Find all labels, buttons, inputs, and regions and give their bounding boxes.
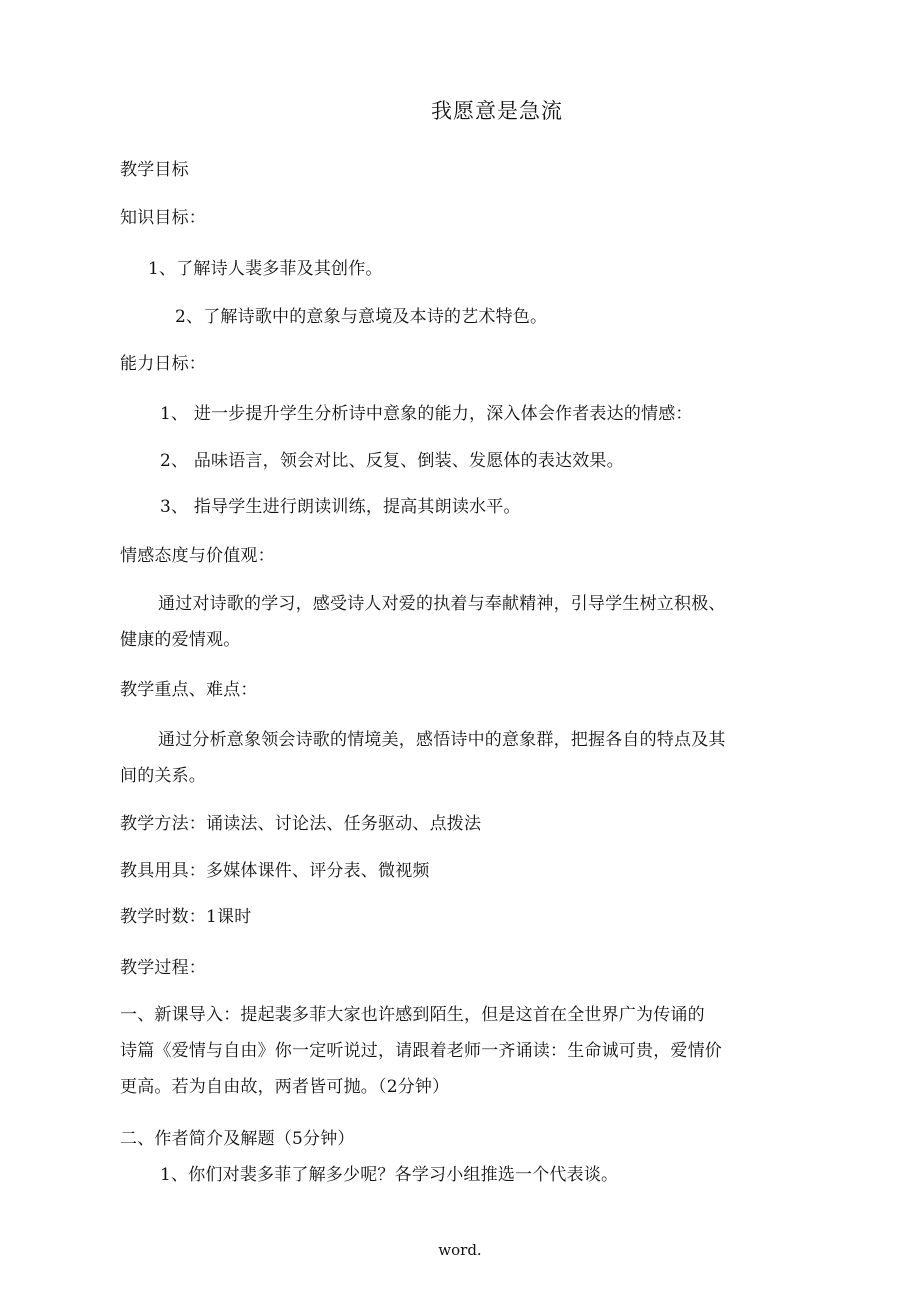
key-points-paragraph-line-1: 通过分析意象领会诗歌的情境美，感悟诗中的意象群，把握各自的特点及其 bbox=[158, 730, 726, 750]
document-title: 我愿意是急流 bbox=[431, 99, 563, 123]
intro-paragraph-line-1: 一、新课导入：提起裴多菲大家也许感到陌生，但是这首在全世界广为传诵的 bbox=[120, 1005, 705, 1025]
subheading-author-intro: 二、作者简介及解题（5分钟） bbox=[120, 1129, 355, 1149]
teaching-aids: 教具用具：多媒体课件、评分表、微视频 bbox=[120, 861, 430, 881]
key-points-paragraph-line-2: 间的关系。 bbox=[120, 766, 206, 786]
subheading-knowledge-goals: 知识目标： bbox=[120, 208, 206, 228]
intro-paragraph-line-3: 更高。若为自由故，两者皆可抛。（2分钟） bbox=[120, 1077, 450, 1097]
section-heading-teaching-goals: 教学目标 bbox=[120, 160, 189, 180]
emotion-paragraph-line-1: 通过对诗歌的学习，感受诗人对爱的执着与奉献精神，引导学生树立积极、 bbox=[158, 594, 726, 614]
subheading-key-points: 教学重点、难点： bbox=[120, 680, 258, 700]
ability-goal-item-1: 1、 进一步提升学生分析诗中意象的能力，深入体会作者表达的情感： bbox=[160, 404, 693, 424]
subheading-emotion-values: 情感态度与价值观： bbox=[120, 546, 275, 566]
knowledge-goal-item-1: 1、了解诗人裴多菲及其创作。 bbox=[148, 259, 383, 279]
intro-paragraph-line-2: 诗篇《爱情与自由》你一定听说过，请跟着老师一齐诵读：生命诚可贵，爱情价 bbox=[120, 1041, 722, 1061]
teaching-methods: 教学方法：诵读法、讨论法、任务驱动、点拨法 bbox=[120, 814, 482, 834]
author-intro-item-1: 1、你们对裴多菲了解多少呢？各学习小组推选一个代表谈。 bbox=[160, 1165, 619, 1185]
ability-goal-item-2: 2、 品味语言，领会对比、反复、倒装、发愿体的表达效果。 bbox=[160, 451, 624, 471]
page-footer: word. bbox=[438, 1241, 482, 1259]
emotion-paragraph-line-2: 健康的爱情观。 bbox=[120, 630, 241, 650]
subheading-teaching-process: 教学过程： bbox=[120, 958, 206, 978]
ability-goal-item-3: 3、 指导学生进行朗读训练，提高其朗读水平。 bbox=[160, 497, 521, 517]
subheading-ability-goals: 能力日标： bbox=[120, 354, 206, 374]
teaching-hours: 教学时数：1课时 bbox=[120, 907, 252, 927]
knowledge-goal-item-2: 2、了解诗歌中的意象与意境及本诗的艺术特色。 bbox=[175, 307, 548, 327]
